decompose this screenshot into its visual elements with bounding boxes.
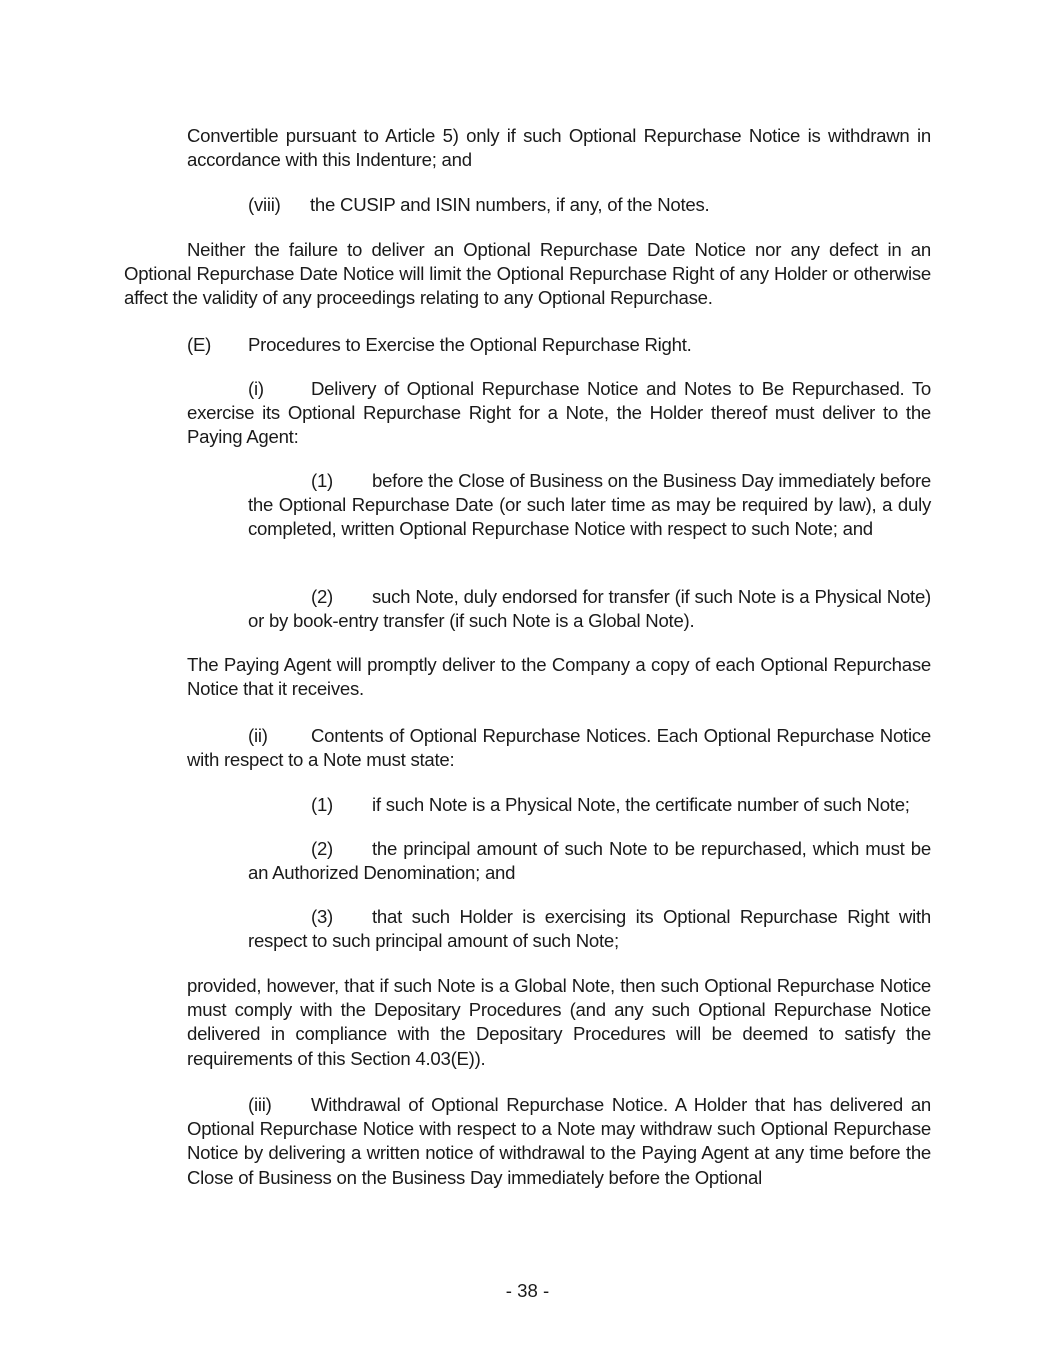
item-i-2-text: such Note, duly endorsed for transfer (if such Note is a Physical Note) or by book-entry transfer (if such Note is a Global Note). — [248, 586, 931, 632]
item-iii-text: Withdrawal of Optional Repurchase Notice. A Holder that has delivered an Optional Repurchase Notice with respect to a Note may withdraw such Optional Repurchase Notice by delivering a written notice of withdrawal to the Paying Agent at any time before the Close of Business on the Business Day immediately before the Optional — [187, 1094, 931, 1188]
item-ii-1-text: if such Note is a Physical Note, the certificate number of such Note; — [372, 794, 910, 815]
item-i-2 — [248, 585, 931, 633]
paragraph-paying-agent: The Paying Agent will promptly deliver to the Company a copy of each Optional Repurchase Notice that it receives. — [187, 654, 931, 700]
item-ii-3-label: (3) — [311, 906, 333, 927]
item-ii-2-label: (2) — [311, 838, 333, 859]
paragraph-neither-failure: Neither the failure to deliver an Optional Repurchase Date Notice nor any defect in an Optional Repurchase Date Notice will limit the Optional Repurchase Right of any Holder or otherwise affect the validity of any proceedings relating to any Optional Repurchase. — [124, 239, 931, 309]
section-e-label: (E) — [187, 334, 212, 355]
item-ii-text: Contents of Optional Repurchase Notices. Each Optional Repurchase Notice with respect to a Note must state: — [187, 725, 931, 771]
item-iii-withdrawal — [187, 1093, 931, 1190]
item-ii-contents — [187, 724, 931, 772]
item-i-delivery — [187, 377, 931, 450]
item-i-1 — [248, 469, 931, 542]
item-i-1-label: (1) — [311, 470, 333, 491]
item-ii-3 — [248, 905, 931, 953]
paragraph-convertible-withdrawn: Convertible pursuant to Article 5) only if such Optional Repurchase Notice is withdrawn in accordance with this Indenture; and — [187, 125, 931, 171]
item-ii-2-text: the principal amount of such Note to be repurchased, which must be an Authorized Denomination; and — [248, 838, 931, 884]
item-ii-label: (ii) — [248, 725, 268, 746]
item-i-text: Delivery of Optional Repurchase Notice and Notes to Be Repurchased. To exercise its Optional Repurchase Right for a Note, the Holder thereof must deliver to the Paying Agent: — [187, 378, 931, 448]
paragraph-provided-however: provided, however, that if such Note is a Global Note, then such Optional Repurchase Notice must comply with the Depositary Procedures (and any such Optional Repurchase Notice delivered in compliance with the Depositary Procedures will be deemed to satisfy the requirements of this Section 4.03(E)). — [187, 975, 931, 1069]
item-i-2-label: (2) — [311, 586, 333, 607]
item-ii-3-text: that such Holder is exercising its Optional Repurchase Right with respect to such principal amount of such Note; — [248, 906, 931, 952]
item-ii-1-label: (1) — [311, 794, 333, 815]
page-number: - 38 - — [505, 1280, 550, 1301]
item-ii-2 — [248, 837, 931, 885]
item-i-label: (i) — [248, 378, 264, 399]
item-i-1-text: before the Close of Business on the Business Day immediately before the Optional Repurchase Date (or such later time as may be required by law), a duly completed, written Optional Repurchase Notice with respect to such Note; and — [248, 470, 931, 540]
item-viii-label: (viii) — [248, 194, 281, 215]
item-viii — [248, 193, 931, 217]
item-ii-1 — [311, 793, 931, 817]
item-iii-label: (iii) — [248, 1094, 272, 1115]
item-viii-text: the CUSIP and ISIN numbers, if any, of the Notes. — [310, 194, 710, 215]
section-e-heading — [187, 333, 931, 357]
section-e-title: Procedures to Exercise the Optional Repurchase Right. — [248, 334, 692, 355]
